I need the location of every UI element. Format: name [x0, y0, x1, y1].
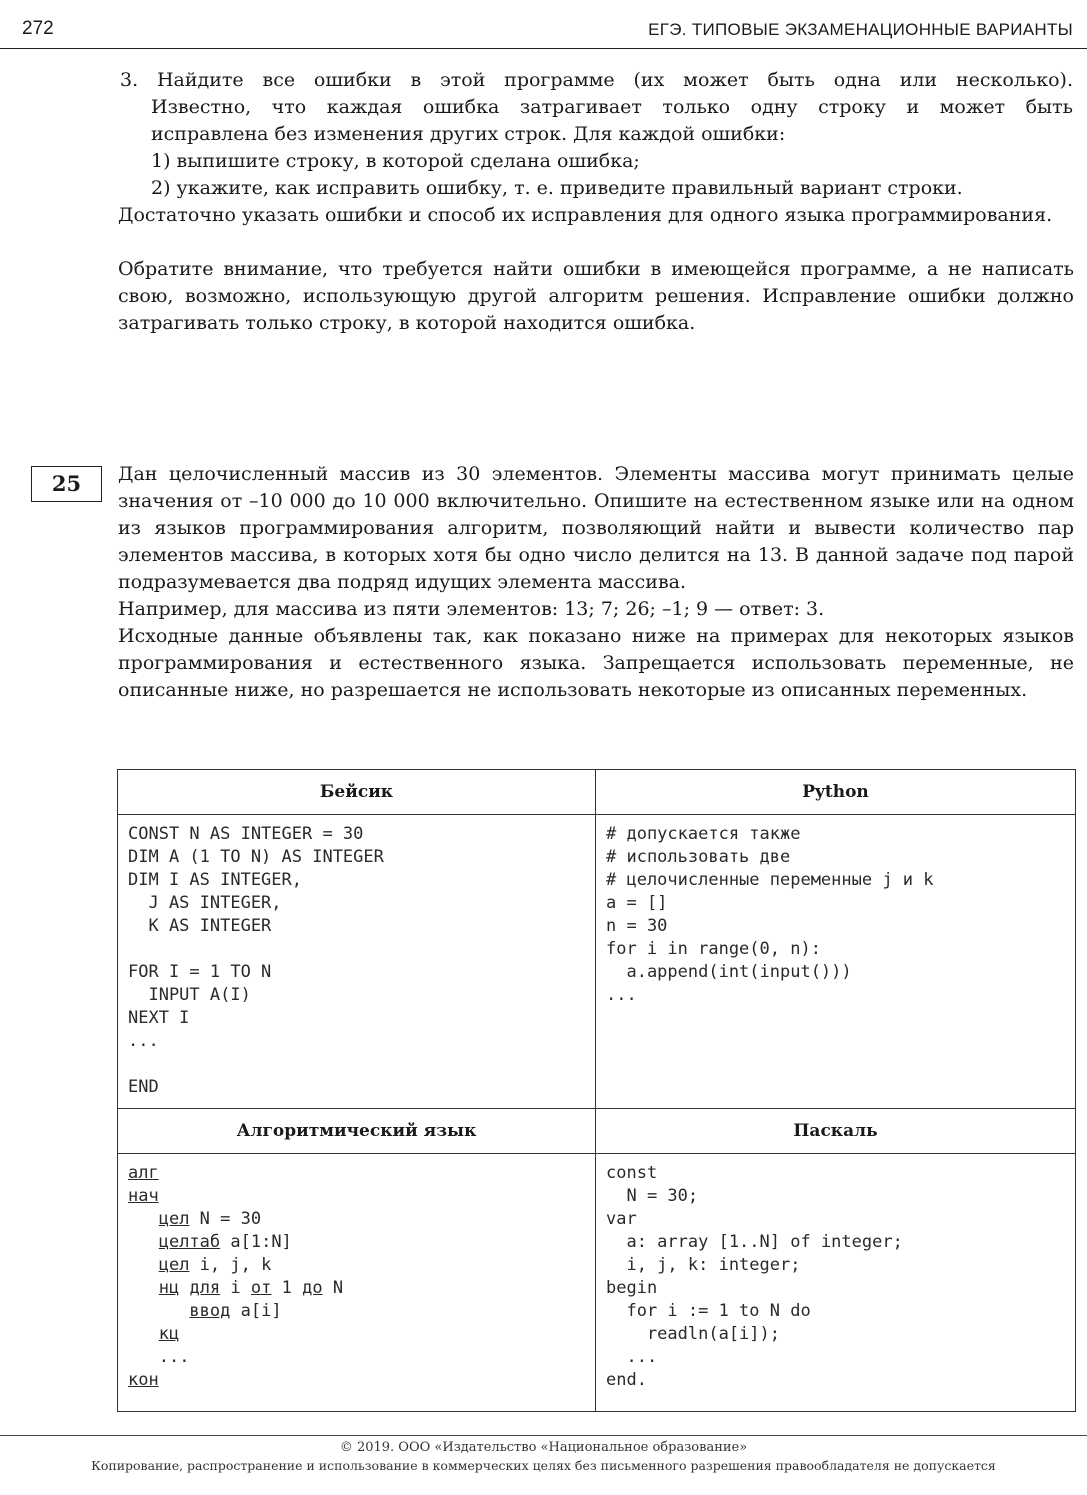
code-table	[117, 769, 1076, 1412]
pascal-header: Паскаль	[596, 1109, 1076, 1154]
pascal-code: const N = 30; var a: array [1..N] of integer; i, j, k: integer; begin for i := 1 to N do readln(a[i]); ... end.	[606, 1163, 903, 1390]
task3-item1: 1) выпишите строку, в которой сделана ошибка;	[151, 150, 640, 172]
task3-line1: 3. Найдите все ошибки в этой программе (их может быть одна или несколько).	[120, 69, 1073, 91]
basic-header: Бейсик	[118, 770, 596, 815]
task3-line2: Известно, что каждая ошибка затрагивает только одну строку и может быть	[151, 96, 1073, 118]
page-number: 272	[22, 18, 54, 39]
footer-divider	[0, 1435, 1087, 1436]
task25-example: Например, для массива из пяти элементов: 13; 7; 26; –1; 9 — ответ: 3.	[118, 598, 825, 620]
footer-copyright: © 2019. ООО «Издательство «Национальное образование»	[339, 1440, 748, 1455]
algo-code: алг нач цел N = 30 целтаб a[1:N] цел i, j, k нц для i от 1 до N ввод a[i] кц ... кон	[128, 1163, 344, 1390]
page-header	[0, 0, 1087, 49]
footer-notice: Копирование, распространение и использование в коммерческих целях без письменного разрешения правообладателя не допускается	[91, 1458, 996, 1473]
algo-header: Алгоритмический язык	[118, 1109, 596, 1154]
algo-cell	[118, 1154, 596, 1412]
task-number-box: 25	[31, 466, 102, 502]
basic-code: CONST N AS INTEGER = 30 DIM A (1 TO N) AS INTEGER DIM I AS INTEGER, J AS INTEGER, K AS INTEGER FOR I = 1 TO N INPUT A(I) NEXT I ... END	[128, 824, 384, 1097]
python-code: # допускается также # использовать две # целочисленные переменные j и k a = [] n = 30 for i in range(0, n): a.append(int(input())) ...	[606, 824, 934, 1005]
task3-paragraph-3: Обратите внимание, что требуется найти ошибки в имеющейся программе, а не написать свою, возможно, использующую другой алгоритм решения. Исправление ошибки должно затрагивать только строку, в которой находится ошибка.	[118, 258, 1074, 334]
python-cell	[596, 815, 1076, 1109]
task3-item2: 2) укажите, как исправить ошибку, т. е. приведите правильный вариант строки.	[151, 177, 963, 199]
task25-paragraph-1: Дан целочисленный массив из 30 элементов. Элементы массива могут принимать целые значения от –10 000 до 10 000 включительно. Опишите на естественном языке или на одном из языков программирования алгоритм, позволяющий найти и вывести количество пар элементов массива, в которых хотя бы одно число делится на 13. В данной задаче под парой подразумевается два подряд идущих элемента массива.	[118, 463, 1074, 593]
pascal-cell	[596, 1154, 1076, 1412]
python-header: Python	[596, 770, 1076, 815]
running-title: ЕГЭ. ТИПОВЫЕ ЭКЗАМЕНАЦИОННЫЕ ВАРИАНТЫ	[648, 20, 1073, 39]
task25-paragraph-3: Исходные данные объявлены так, как показано ниже на примерах для некоторых языков программирования и естественного языка. Запрещается использовать переменные, не описанные ниже, но разрешается не использовать некоторые из описанных переменных.	[118, 625, 1074, 701]
basic-cell	[118, 815, 596, 1109]
task3-line3: исправлена без изменения других строк. Для каждой ошибки:	[151, 123, 786, 145]
task3-paragraph-2: Достаточно указать ошибки и способ их исправления для одного языка программирования.	[118, 204, 1053, 226]
